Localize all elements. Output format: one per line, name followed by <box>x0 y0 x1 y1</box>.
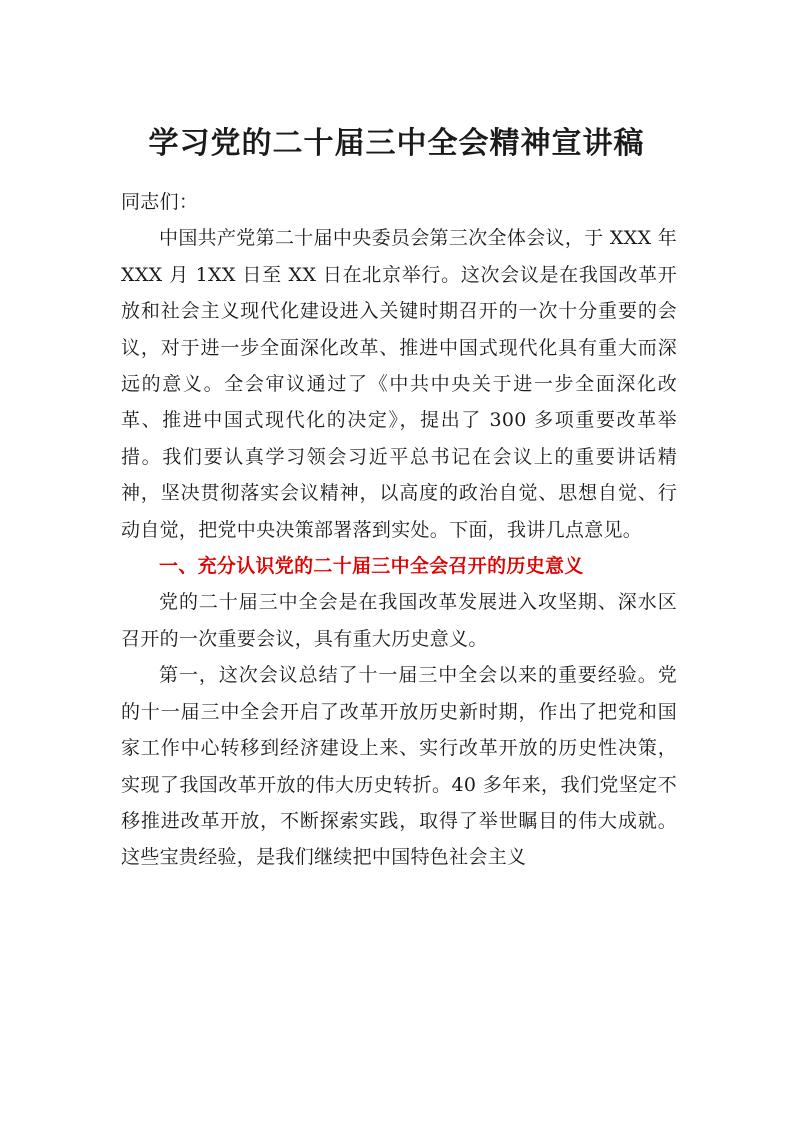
document-title: 学习党的二十届三中全会精神宣讲稿 <box>148 126 645 161</box>
document-body <box>121 184 677 876</box>
section-paragraph: 党的二十届三中全会是在我国改革发展进入攻坚期、深水区召开的一次重要会议，具有重大历史意义。 <box>121 591 677 650</box>
intro-paragraph: 中国共产党第二十届中央委员会第三次全体会议，于 XXX 年 XXX 月 1XX 日至 XX 日在北京举行。这次会议是在我国改革开放和社会主义现代化建设进入关键时期召开的一次十分重要的会议，对于进一步全面深化改革、推进中国式现代化具有重大而深远的意义。全会审议通过了《中共中央关于进一步全面深化改革、推进中国式现代化的决定》，提出了 300 多项重要改革举措。我们要认真学习领会习近平总书记在会议上的重要讲话精神，坚决贯彻落实会议精神，以高度的政治自觉、思想自觉、行动自觉，把党中央决策部署落到实处。下面，我讲几点意见。 <box>121 227 677 541</box>
salutation: 同志们： <box>121 191 199 213</box>
section-heading: 一、充分认识党的二十届三中全会召开的历史意义 <box>159 555 584 578</box>
section-paragraph: 第一，这次会议总结了十一届三中全会以来的重要经验。党的十一届三中全会开启了改革开放历史新时期，作出了把党和国家工作中心转移到经济建设上来、实行改革开放的历史性决策，实现了我国改革开放的伟大历史转折。40 多年来，我们党坚定不移推进改革开放，不断探索实践，取得了举世瞩目的伟大成就。这些宝贵经验，是我们继续把中国特色社会主义 <box>121 664 677 869</box>
